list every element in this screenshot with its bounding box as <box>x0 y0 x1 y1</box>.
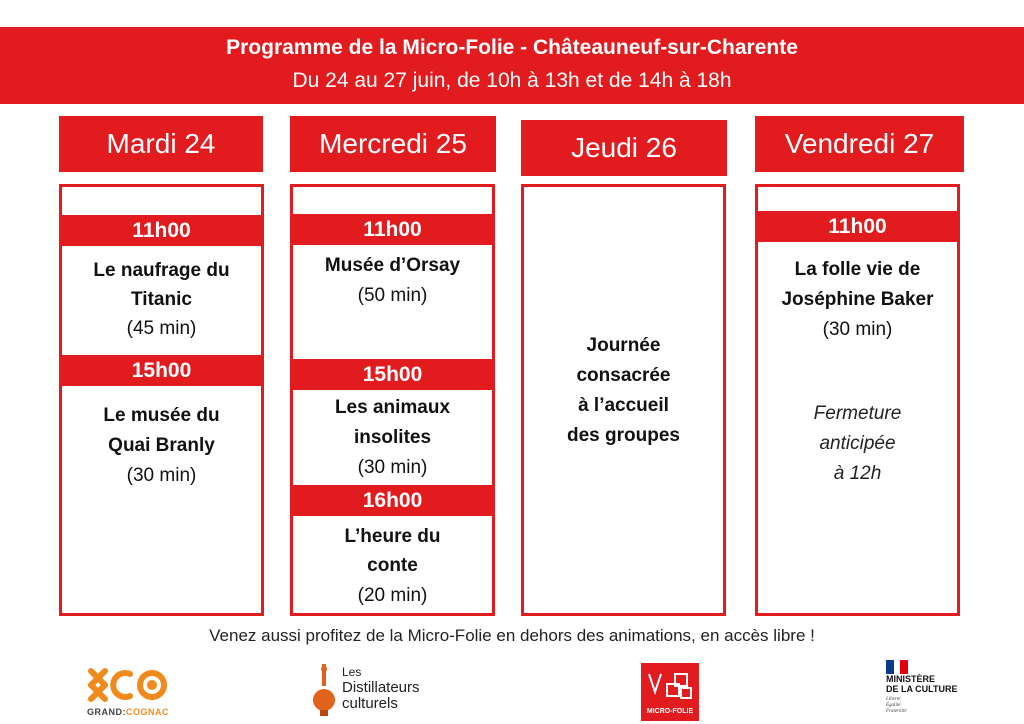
time-bar: 11h00 <box>290 214 495 245</box>
event-title: La folle vie de <box>794 259 921 280</box>
closing-note: anticipée <box>819 433 896 454</box>
page-subtitle: Du 24 au 27 juin, de 10h à 13h et de 14h à 18h <box>292 69 732 92</box>
event-title: Joséphine Baker <box>781 289 934 310</box>
time-bar: 16h00 <box>290 485 495 516</box>
day-label-vendredi: Vendredi 27 <box>755 116 964 172</box>
still-icon <box>312 664 336 716</box>
time-bar: 15h00 <box>59 355 264 386</box>
event-duration: (30 min) <box>822 319 893 340</box>
time-bar: 11h00 <box>755 211 960 242</box>
ministere-text: MINISTÈRE DE LA CULTURE <box>886 674 958 694</box>
ministere-culture-logo <box>886 660 976 722</box>
event-title: insolites <box>353 427 432 448</box>
event-title: Le naufrage du <box>93 260 230 281</box>
time-bar: 11h00 <box>59 215 264 246</box>
distillateurs-text: Les Distillateurs culturels <box>342 665 420 712</box>
event-duration: (50 min) <box>357 285 428 306</box>
event-duration: (20 min) <box>357 585 428 606</box>
day-box-jeudi <box>521 184 726 616</box>
day-label-mardi: Mardi 24 <box>59 116 263 172</box>
event-title: Les animaux <box>334 397 451 418</box>
event-title: Quai Branly <box>108 435 215 456</box>
french-flag-icon <box>886 660 908 674</box>
event-title: à l’accueil <box>578 395 669 416</box>
micro-folie-logo <box>641 663 699 721</box>
event-duration: (30 min) <box>357 457 428 478</box>
event-duration: (30 min) <box>126 465 197 486</box>
event-title: Le musée du <box>103 405 220 426</box>
closing-note: Fermeture <box>813 403 902 424</box>
micro-folie-mark-icon <box>645 666 695 704</box>
day-label-mercredi: Mercredi 25 <box>290 116 496 172</box>
day-box-vendredi <box>755 184 960 616</box>
grand-cognac-text: GRAND:COGNAC <box>87 707 169 717</box>
event-title: Journée <box>586 335 661 356</box>
closing-note: à 12h <box>833 463 882 484</box>
event-title: L’heure du <box>344 526 441 547</box>
event-title: des groupes <box>567 425 680 446</box>
event-title: Musée d’Orsay <box>324 255 461 276</box>
time-bar: 15h00 <box>290 359 495 390</box>
event-title: Titanic <box>131 289 192 310</box>
event-duration: (45 min) <box>126 318 197 339</box>
grand-cognac-logo <box>82 665 174 720</box>
page-title: Programme de la Micro-Folie - Châteauneuf-sur-Charente <box>226 36 798 59</box>
event-title: consacrée <box>576 365 671 386</box>
micro-folie-text: MICRO-FOLIE <box>646 708 694 715</box>
day-label-jeudi: Jeudi 26 <box>521 120 727 176</box>
header-banner <box>0 27 1024 104</box>
grand-cognac-mark-icon <box>86 665 172 705</box>
republic-motto: Liberté Égalité Fraternité <box>886 697 907 714</box>
day-box-mardi <box>59 184 264 616</box>
footer-text: Venez aussi profitez de la Micro-Folie en dehors des animations, en accès libre ! <box>209 626 815 645</box>
event-title: conte <box>367 555 418 576</box>
distillateurs-logo <box>312 660 452 720</box>
day-box-mercredi <box>290 184 495 616</box>
